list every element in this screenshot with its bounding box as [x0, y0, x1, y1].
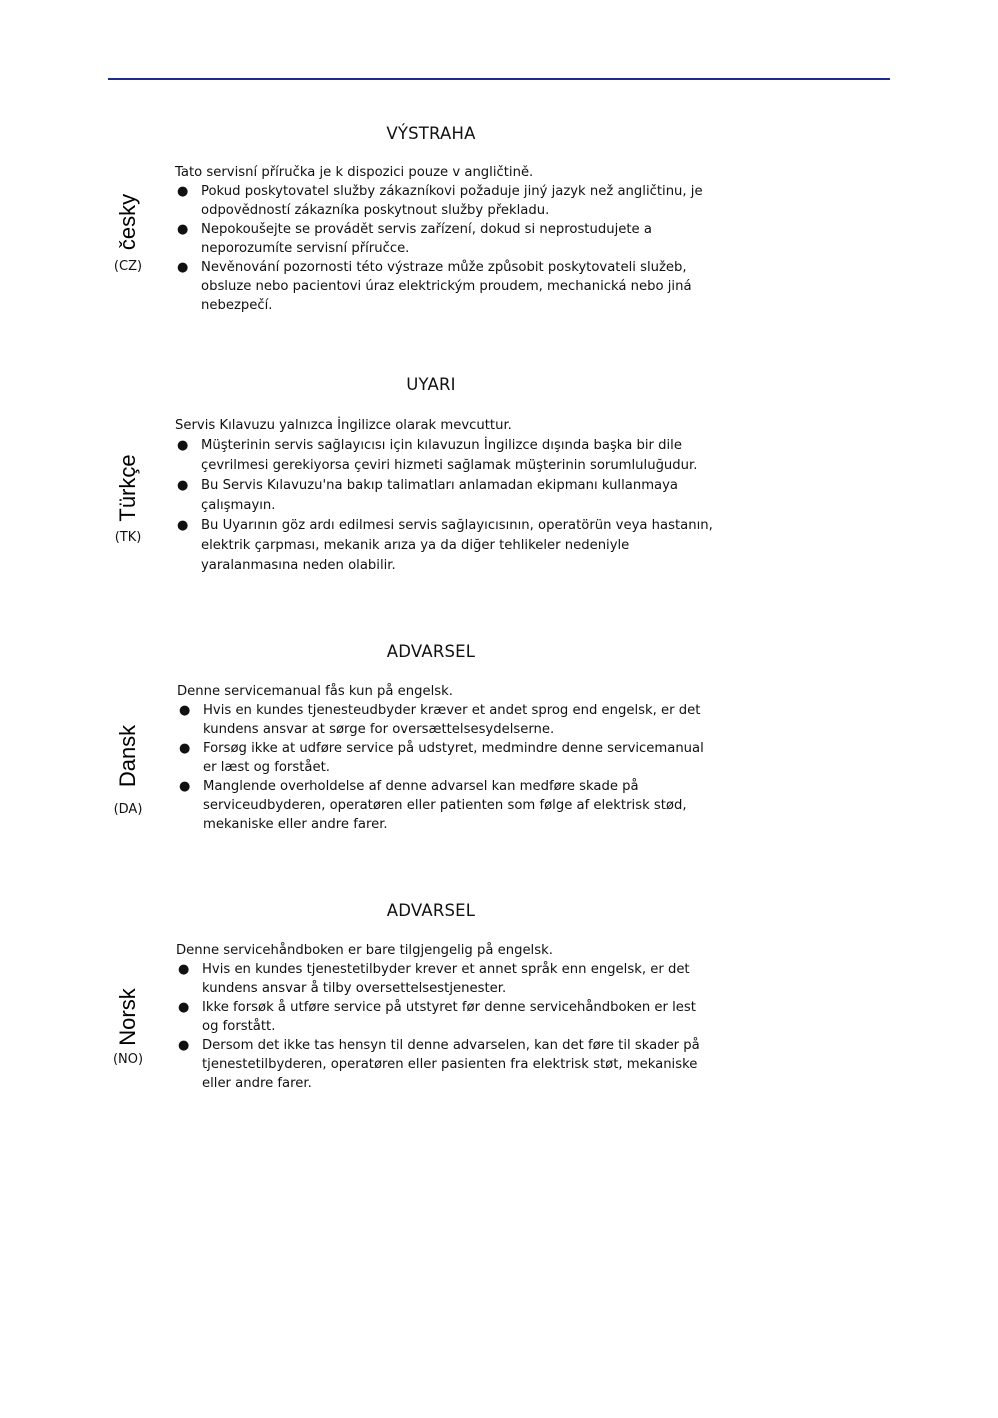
bullet-icon: ● [177, 518, 189, 533]
warning-body [176, 941, 716, 1093]
bullet-icon: ● [179, 703, 191, 718]
list-item: ● Pokud poskytovatel služby zákazníkovi požaduje jiný jazyk než angličtinu, je odpovědností zákazníka poskytnout služby překladu. [177, 184, 703, 218]
warning-intro: Servis Kılavuzu yalnızca İngilizce olarak mevcuttur. [175, 418, 512, 433]
warning-bullet-list [175, 182, 715, 315]
language-name: Dansk [115, 724, 140, 788]
bullet-icon: ● [178, 1000, 190, 1015]
language-code: (NO) [112, 1052, 144, 1067]
header-divider [108, 78, 890, 80]
list-item: ● Bu Uyarının göz ardı edilmesi servis sağlayıcısının, operatörün veya hastanın, elektrik çarpması, mekanik arıza ya da diğer tehlikeler nedeniyle yaralanmasına neden olabilir. [177, 518, 713, 573]
language-code: (CZ) [113, 259, 143, 274]
language-name: česky [115, 193, 140, 251]
bullet-icon: ● [177, 438, 189, 453]
bullet-icon: ● [177, 222, 189, 237]
warning-intro: Tato servisní příručka je k dispozici pouze v angličtině. [175, 165, 534, 180]
list-item: ● Hvis en kundes tjenestetilbyder krever et annet språk enn engelsk, er det kundens ansvar å tilby oversettelsestjenester. [178, 962, 690, 996]
list-item: ● Manglende overholdelse af denne advarsel kan medføre skade på serviceudbyderen, operatøren eller patienten som følge af elektrisk stød, mekaniske eller andre farer. [179, 779, 687, 832]
list-item: ● Forsøg ikke at udføre service på udstyret, medmindre denne servicemanual er læst og forstået. [179, 741, 704, 775]
warning-bullet-list [177, 701, 717, 834]
list-item: ● Nepokoušejte se provádět servis zařízení, dokud si neprostudujete a neporozumíte servisní příručce. [177, 222, 652, 256]
warning-bullet-list [176, 960, 716, 1093]
language-code: (DA) [113, 802, 143, 817]
warning-body [175, 416, 715, 576]
warning-bullet-list [175, 436, 715, 576]
bullet-icon: ● [177, 184, 189, 199]
list-item: ● Nevěnování pozornosti této výstraze může způsobit poskytovateli služeb, obsluze nebo pacientovi úraz elektrickým proudem, mechanická nebo jiná nebezpečí. [177, 260, 692, 313]
bullet-icon: ● [177, 260, 189, 275]
bullet-icon: ● [179, 741, 191, 756]
warning-title: UYARI [406, 375, 456, 394]
list-item: ● Hvis en kundes tjenesteudbyder kræver et andet sprog end engelsk, er det kundens ansvar at sørge for oversættelsesydelserne. [179, 703, 701, 737]
language-name: Norsk [115, 988, 140, 1046]
warning-title: VÝSTRAHA [386, 124, 476, 143]
list-item: ● Ikke forsøk å utføre service på utstyret før denne servicehåndboken er lest og forstått. [178, 1000, 696, 1034]
language-code: (TK) [114, 530, 142, 545]
bullet-icon: ● [179, 779, 191, 794]
list-item: ● Bu Servis Kılavuzu'na bakıp talimatları anlamadan ekipmanı kullanmaya çalışmayın. [177, 478, 679, 513]
warning-title: ADVARSEL [386, 642, 476, 661]
bullet-icon: ● [178, 1038, 190, 1053]
bullet-icon: ● [178, 962, 190, 977]
warning-body [177, 682, 717, 834]
list-item: ● Müşterinin servis sağlayıcısı için kılavuzun İngilizce dışında başka bir dile çevrilmesi gerekiyorsa çeviri hizmeti sağlamak müşterinin sorumluluğudur. [177, 438, 698, 473]
warning-intro: Denne servicemanual fås kun på engelsk. [177, 684, 453, 699]
list-item: ● Dersom det ikke tas hensyn til denne advarselen, kan det føre til skader på tjenestetilbyderen, operatøren eller pasienten fra elektrisk støt, mekaniske eller andre farer. [178, 1038, 700, 1091]
warning-intro: Denne servicehåndboken er bare tilgjengelig på engelsk. [176, 943, 553, 958]
language-name: Türkçe [115, 454, 140, 522]
warning-body [175, 163, 715, 315]
warning-title: ADVARSEL [386, 901, 476, 920]
bullet-icon: ● [177, 478, 189, 493]
